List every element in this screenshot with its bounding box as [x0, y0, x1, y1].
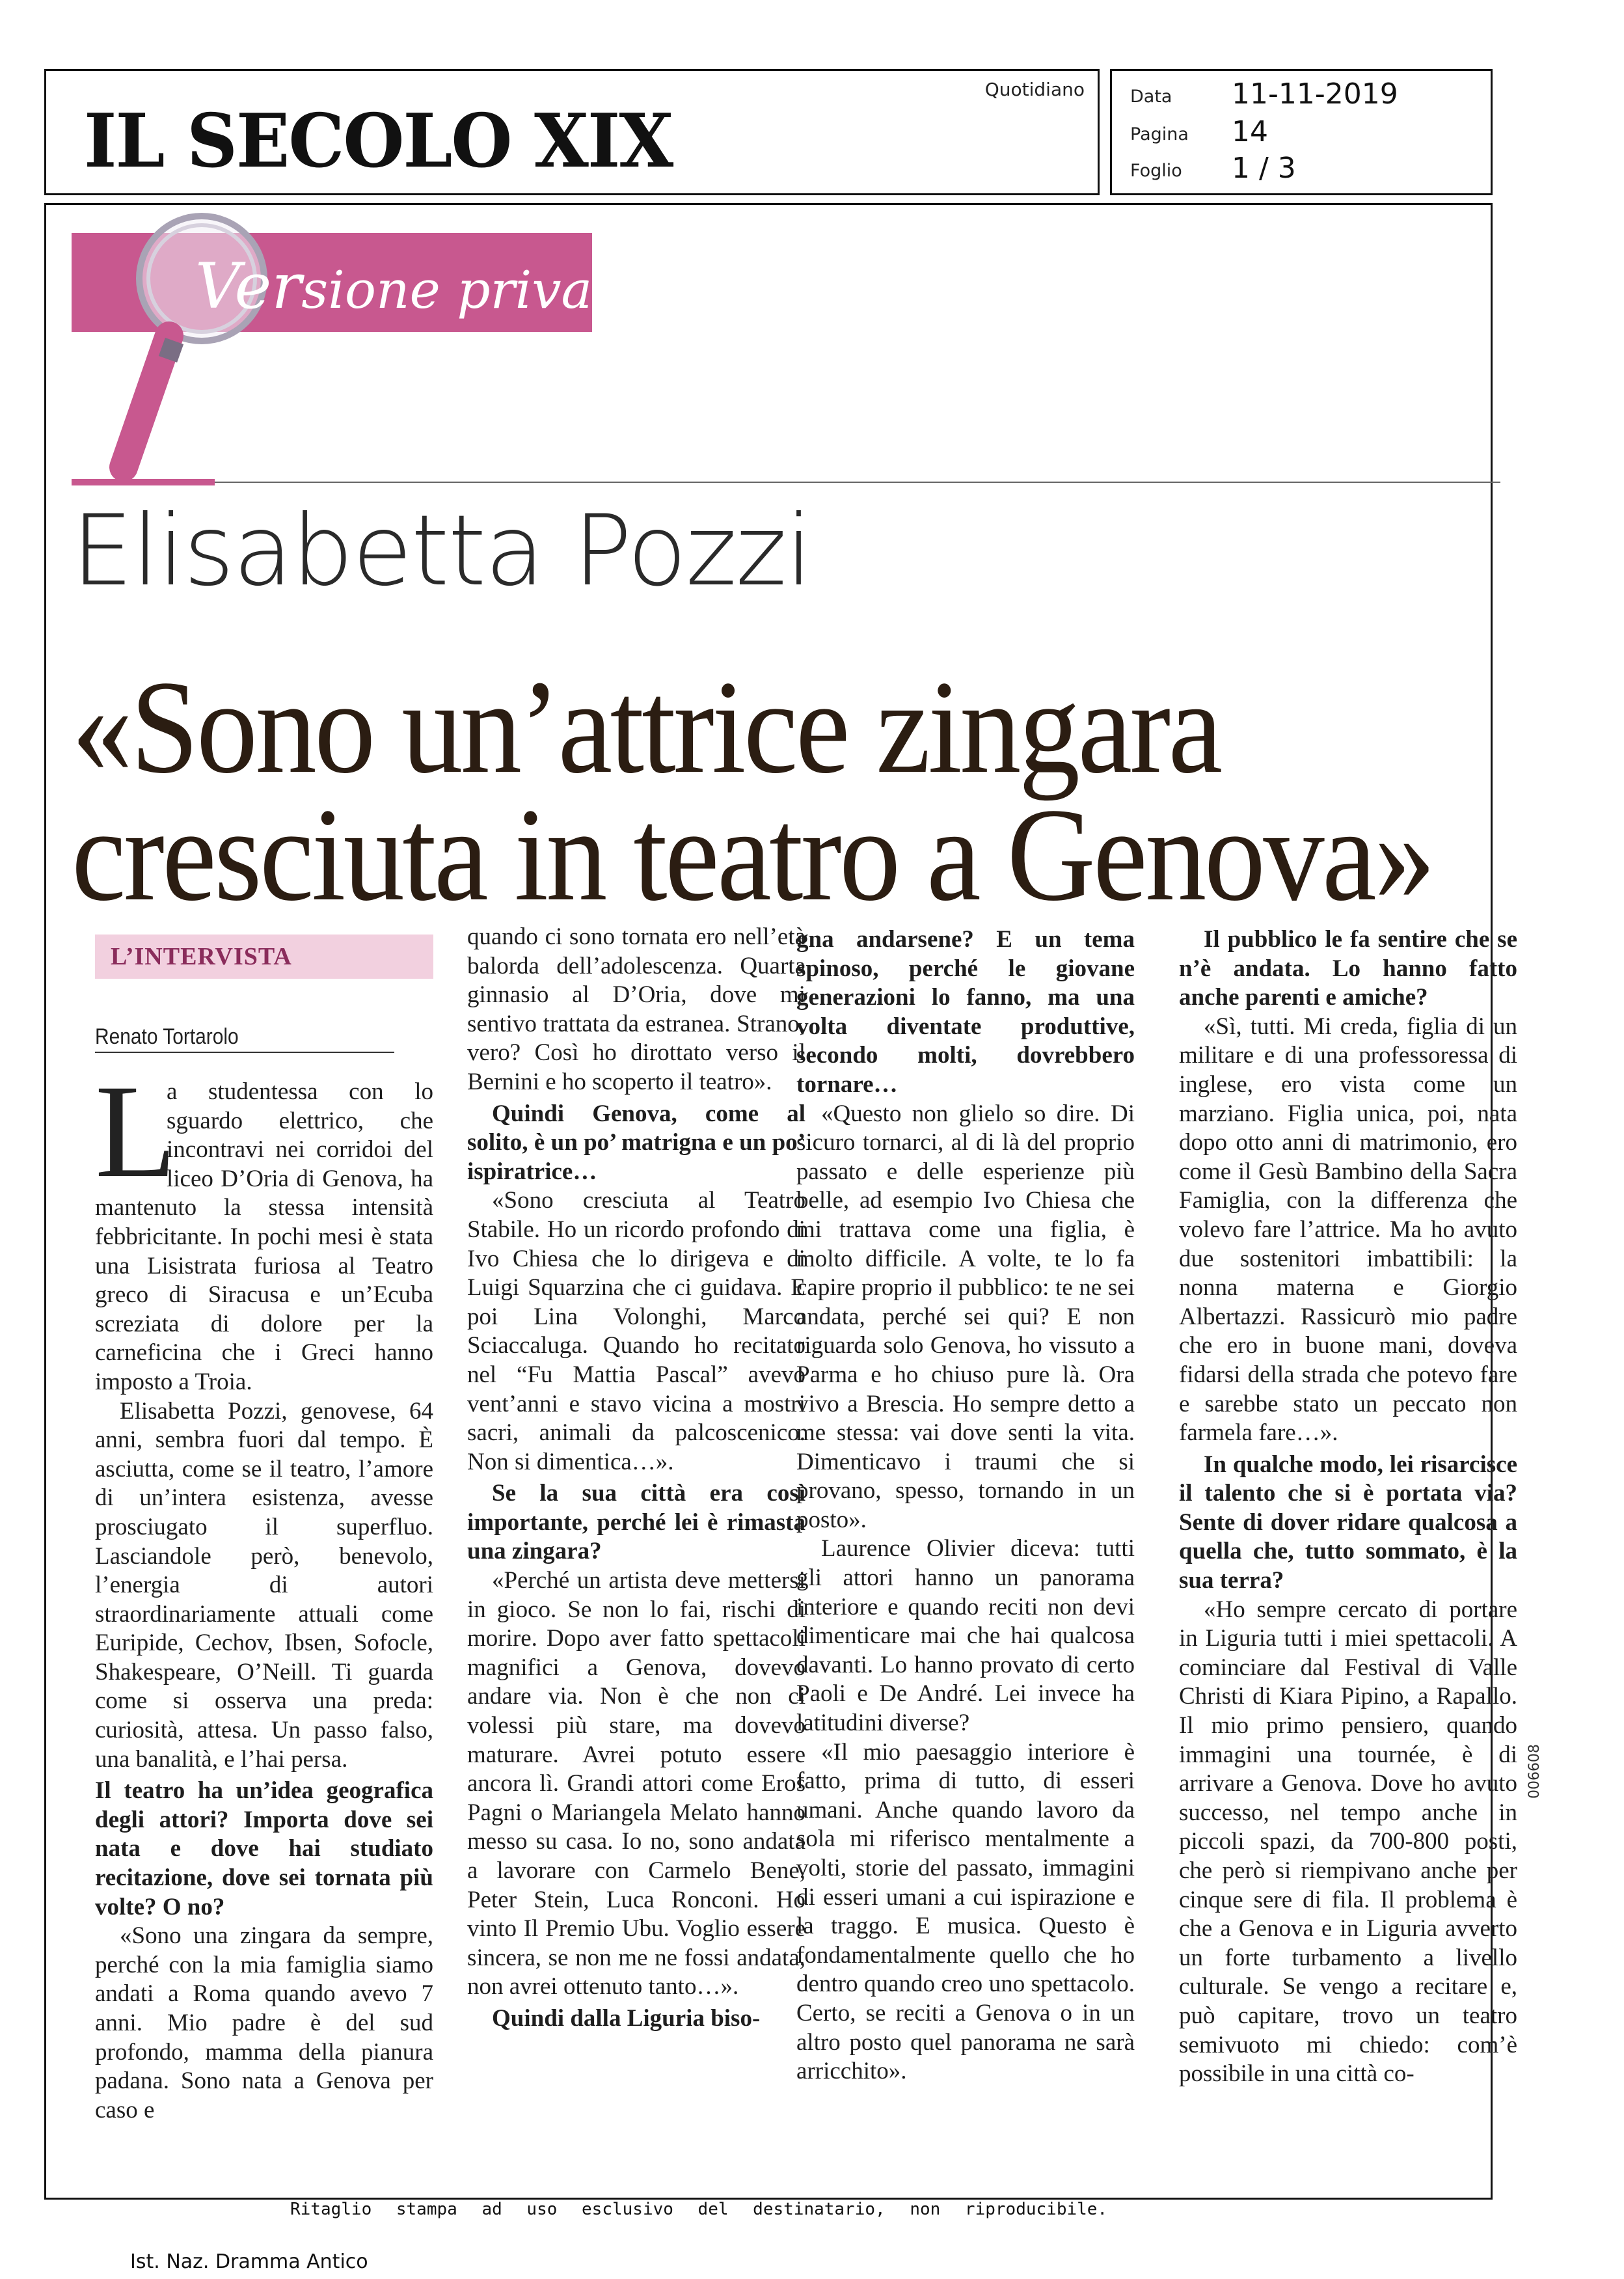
- drop-cap-space: [95, 1078, 167, 1192]
- question-paragraph: In qualche modo, lei risarcisce il talento che si è portata via? Sente di dover ridare qualcosa a quella che, tutto sommato, è la sua terra?: [1179, 1451, 1517, 1594]
- question-paragraph: Il pubblico le fa sentire che se n’è andata. Lo hanno fatto anche parenti e amiche?: [1179, 926, 1517, 1011]
- section-rule: [72, 482, 1500, 483]
- section-rule-accent: [72, 479, 215, 485]
- body-paragraph: Laurence Olivier diceva: tutti gli attori hanno un panorama interiore e quando reciti non devi dimenticare mai che hai qualcosa davanti. Lo hanno provato di certo Paoli e De André. Lei invece ha latitudini diverse?: [796, 1535, 1135, 1737]
- body-paragraph: «Sono cresciuta al Teatro Stabile. Ho un ricordo profondo di Ivo Chiesa che lo dirigeva e di Luigi Squarzina che ci guidava. E poi Lina Volonghi, Marco Sciaccaluga. Quando ho recitato nel “Fu Mattia Pascal” avevo vent’anni e stavo vicina a mostri sacri, animali da palcoscenico. Non si dimentica…».: [467, 1187, 805, 1475]
- headline-line-1: «Sono un’attrice zingara: [72, 653, 1221, 801]
- rubric-title-first: Ver: [195, 250, 302, 323]
- reprint-notice: Ritaglio stampa ad uso esclusivo del destinatario, non riproducibile.: [290, 2200, 1108, 2219]
- meta-box: [1110, 69, 1493, 195]
- body-paragraph: «Questo non glielo so dire. Di sicuro tornarci, al di là del proprio passato e delle esperienze più belle, ad esempio Ivo Chiesa che mi trattava come una figlia, è molto difficile. A volte, te lo fa capire proprio il pubblico: te ne sei andata, perché sei qui? E non riguarda solo Genova, ho vissuto a Parma e ho chiuso pure là. Ora vivo a Brescia. Ho sempre detto a me stessa: vai dove senti la vita. Dimenticavo i traumi che si provano, spesso, tornando in un posto».: [796, 1100, 1135, 1533]
- body-paragraph: «Il mio paesaggio interiore è fatto, prima di tutto, di esseri umani. Anche quando lavoro da sola mi riferisco mentalmente a volti, storie del passato, immagini di esseri umani a cui ispirazione e la traggo. E musica. Questo è fondamentalmente quello che ho dentro quando creo uno spettacolo. Certo, se reciti a Genova o in un altro posto quel panorama ne sarà arricchito».: [796, 1738, 1135, 2085]
- question-paragraph: gna andarsene? E un tema spinoso, perché le giovane generazioni lo fanno, ma una volta diventate produttive, secondo molti, dovrebbero tornare…: [796, 926, 1135, 1098]
- meta-sheet: [1130, 152, 1482, 187]
- body-paragraph: «Sì, tutti. Mi creda, figlia di un militare e di una professoressa di inglese, ero vista come un marziano. Figlia unica, poi, nata dopo otto anni di matrimonio, ero come il Gesù Bambino della Sacra Famiglia, con la differenza che volevo fare l’attrice. Ma ho avuto due sostenitori imbattibili: la nonna materna e Giorgio Albertazzi. Rassicurò mio padre che ero in buone mani, doveva fidarsi della strada che potevo fare e sarebbe stato un peccato non farmela fare…».: [1179, 1013, 1517, 1447]
- body-paragraph: «Perché un artista deve mettersi in gioco. Se non lo fai, rischi di morire. Dopo aver fatto spettacoli magnifici a Genova, dovevo andare via. Non è che non ci volessi più stare, ma dovevo maturare. Avrei potuto essere ancora lì. Grandi attori come Eros Pagni o Mariangela Melato hanno messo su casa. Io no, sono andata a lavorare con Carmelo Bene, Peter Stein, Luca Ronconi. Ho vinto Il Premio Ubu. Voglio essere sincera, se non me ne fossi andata, non avrei ottenuto tanto…».: [467, 1567, 805, 2000]
- body-paragraph: quando ci sono tornata ero nell’età balorda dell’adolescenza. Quarta ginnasio al D’Oria, dove mi sentivo trattata da estranea. Strano, vero? Così ho dirottato verso il Bernini e ho scoperto il teatro».: [467, 923, 805, 1095]
- meta-date-value: 11-11-2019: [1232, 77, 1398, 111]
- meta-sheet-value: 1 / 3: [1232, 152, 1296, 185]
- question-paragraph: Quindi dalla Liguria biso-: [492, 2004, 761, 2032]
- publication-type: Quotidiano: [984, 79, 1085, 100]
- interviewee-name: Elisabetta Pozzi: [72, 495, 811, 608]
- rubric-title-rest: sione privata: [301, 260, 645, 320]
- article-column-2: [467, 923, 805, 2198]
- body-paragraph: «Ho sempre cercato di portare in Liguria tutti i miei spettacoli. A cominciare dal Festival di Valle Christi di Kiara Pipino, a Rapallo. Il mio primo pensiero, quando immagini una tournée, è di arrivare a Genova. Dove ho avuto successo, nel tempo anche in piccoli spazi, da 700-800 posti, che però si riempivano anche per cinque sere di fila. Il problema è che a Genova e in Liguria avverto un forte turbamento a livello culturale. Se vengo a recitare e, può capitare, trovo un teatro semivuoto mi chiedo: com’è possibile in una città co-: [1179, 1596, 1517, 2088]
- article-column-4: [1179, 923, 1517, 2198]
- clipping-source: Ist. Naz. Dramma Antico: [130, 2250, 368, 2273]
- body-paragraph: «Sono una zingara da sempre, perché con la mia famiglia siamo andati a Roma quando avevo 7 anni. Mio padre è del sud profondo, mamma della pianura padana. Sono nata a Genova per caso e: [95, 1922, 433, 2123]
- meta-date-label: Data: [1130, 87, 1172, 107]
- newspaper-logo: IL SECOLO XIX: [84, 98, 673, 185]
- question-paragraph: Quindi Genova, come al solito, è un po’ matrigna e un po’ ispiratrice…: [467, 1100, 805, 1185]
- byline: Renato Tortarolo: [95, 1024, 239, 1049]
- meta-sheet-label: Foglio: [1130, 161, 1182, 181]
- drop-cap: L: [95, 1058, 177, 1205]
- article-column-3: [796, 923, 1135, 2198]
- question-paragraph: Se la sua città era così importante, perché lei è rimasta una zingara?: [467, 1480, 805, 1565]
- question-paragraph: Il teatro ha un’idea geografica degli attori? Importa dove sei nata e dove hai studiato recitazione, dove sei tornata più volte? O no?: [95, 1777, 433, 1920]
- body-paragraph: Elisabetta Pozzi, genovese, 64 anni, sembra fuori dal tempo. È asciutta, come se il teatro, l’amore di un’intera esistenza, avesse prosciugato il superfluo. Lasciandole però, benevolo, l’energia di autori straordinariamente attuali come Euripide, Cechov, Ibsen, Sofocle, Shakespeare, O’Neill. Ti guarda come si osserva una preda: curiosità, attesa. Un passo falso, una banalità, e l’hai persa.: [95, 1397, 433, 1773]
- meta-page: [1130, 115, 1482, 150]
- headline-line-2: cresciuta in teatro a Genova»: [72, 781, 1433, 929]
- clipping-code: 006608: [1526, 1744, 1543, 1799]
- meta-page-value: 14: [1232, 115, 1268, 148]
- rubric-title: [195, 250, 644, 323]
- meta-page-label: Pagina: [1130, 124, 1189, 144]
- kicker-label: L’INTERVISTA: [111, 943, 292, 970]
- article-column-1: [95, 935, 433, 2198]
- lead-paragraph: a studentessa con lo sguardo elettrico, che incontravi nei corridoi del liceo D’Oria di Genova, ha mantenuto la stessa intensità febbricitante. In pochi mesi è stata una Lisistrata furiosa al Teatro greco di Siracusa e un’Ecuba screziata di dolore per la carneficina che i Greci hanno imposto a Troia.: [95, 1078, 433, 1395]
- meta-date: [1130, 77, 1482, 113]
- masthead-box: [44, 69, 1100, 195]
